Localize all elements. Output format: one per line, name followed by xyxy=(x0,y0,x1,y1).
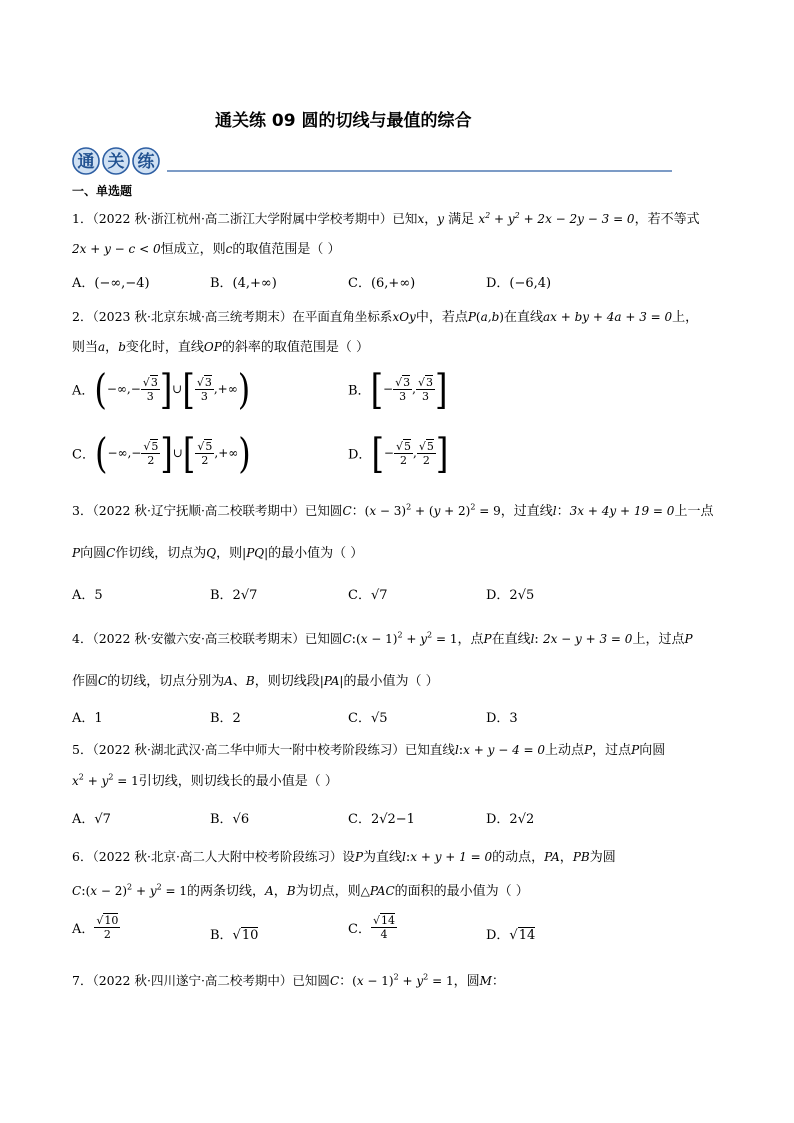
q4-line1: 4．（2022 秋·安徽六安·高三校联考期末）已知圆C:(x − $1)^2 + y^2 = 1$，点P在直线l: 2x − y + 3 = 0上，过点P xyxy=(72,630,693,647)
q6-option-a[interactable]: A． $\frac{√10}{2}$ xyxy=(72,914,119,941)
q4-option-c[interactable]: C．√5 xyxy=(348,711,388,726)
q5-option-c[interactable]: C．2√2−1 xyxy=(348,812,415,827)
q2-line2: 则当a，b变化时，直线OP的斜率的取值范围是（ ） xyxy=(72,340,369,355)
q6-line2: C:(x − $2)^2 + y^2 = 1$的两条切线，A，B为切点，则△PAC的面积的最小值为（ ） xyxy=(72,882,529,899)
q6-line1: 6．（2022 秋·北京·高二人大附中校考阶段练习）设P为直线l:x + y + 1 = 0的动点，PA，PB为圆 xyxy=(72,849,616,865)
q2-line1: 2．（2023 秋·北京东城·高三统考期末）在平面直角坐标系xOy中，若点P(a,b)在直线ax + by + 4a + 3 = 0上， xyxy=(72,309,699,325)
q1-option-c[interactable]: C．(6,+∞) xyxy=(348,276,416,291)
q3-option-a[interactable]: A．5 xyxy=(72,588,103,603)
q3-option-b[interactable]: B．2√7 xyxy=(210,588,258,603)
section-heading: 一、单选题 xyxy=(72,184,133,198)
q5-option-a[interactable]: A．√7 xyxy=(72,812,111,827)
q6-option-c[interactable]: C． $\frac{√14}{4}$ xyxy=(348,914,395,941)
q7-line1: 7．（2022 秋·四川遂宁·高二校考期中）已知圆C：$(x - 1)^2 + y^2 = 1$，圆M： xyxy=(72,972,505,989)
q1-line2: 2x + y − c < 0恒成立，则c的取值范围是（ ） xyxy=(72,242,341,257)
q4-line2: 作圆C的切线，切点分别为A、B，则切线段|PA|的最小值为（ ） xyxy=(72,674,439,689)
q5-option-d[interactable]: D．2√2 xyxy=(486,812,535,827)
q4-option-a[interactable]: A．1 xyxy=(72,711,103,726)
page-title: 通关练 09 圆的切线与最值的综合 xyxy=(215,111,472,131)
q1-option-a[interactable]: A．(−∞,−4) xyxy=(72,276,150,291)
q3-line1: 3．（2022 秋·辽宁抚顺·高二校联考期中）已知圆C：$(x - 3)^2 + (y + 2)^2 = 9$，过直线l：3x + 4y + 19 = 0上一点 xyxy=(72,502,714,519)
banner-char-3: 练 xyxy=(137,152,155,172)
banner-logo xyxy=(73,148,159,174)
q6-option-b[interactable]: B．√10 xyxy=(210,928,259,943)
q3-line2: P向圆C作切线，切点为Q，则|PQ|的最小值为（ ） xyxy=(72,546,364,561)
q4-option-d[interactable]: D．3 xyxy=(486,711,518,726)
q5-option-b[interactable]: B．√6 xyxy=(210,812,250,827)
q2-option-d[interactable]: D．[− $\frac{√5}{2}$ , $\frac{√5}{2}$ ] xyxy=(348,428,449,478)
q5-line2: $x^2 + y^2 = 1$引切线，则切线长的最小值是（ ） xyxy=(72,772,338,789)
q2-option-b[interactable]: B．[− $\frac{√3}{3}$ , $\frac{√3}{3}$ ] xyxy=(348,364,448,414)
banner-char-2: 关 xyxy=(107,152,125,172)
q2-option-c[interactable]: C．(−∞,− $\frac{√5}{2}$ ]∪[ $\frac{√5}{2}$ ,+∞) xyxy=(72,428,251,478)
q5-line1: 5．（2022 秋·湖北武汉·高二华中师大一附中校考阶段练习）已知直线l:x + y − 4 = 0上动点P，过点P向圆 xyxy=(72,742,666,758)
q3-option-c[interactable]: C．√7 xyxy=(348,588,388,603)
q3-option-d[interactable]: D．2√5 xyxy=(486,588,535,603)
q1-line1: 1．（2022 秋·浙江杭州·高二浙江大学附属中学校考期中）已知x，y 满足 $x^2 + y^2 + 2x - 2y - 3 = 0$，若不等式 xyxy=(72,211,700,227)
banner-char-1: 通 xyxy=(77,152,95,172)
q2-option-a[interactable]: A．(−∞,− $\frac{√3}{3}$ ]∪[ $\frac{√3}{3}$ ,+∞) xyxy=(72,364,251,414)
q1-option-d[interactable]: D．(−6,4) xyxy=(486,276,552,291)
q1-option-b[interactable]: B．(4,+∞) xyxy=(210,276,277,291)
q4-option-b[interactable]: B．2 xyxy=(210,711,241,726)
q6-option-d[interactable]: D．√14 xyxy=(486,928,536,943)
section-banner xyxy=(72,144,672,178)
